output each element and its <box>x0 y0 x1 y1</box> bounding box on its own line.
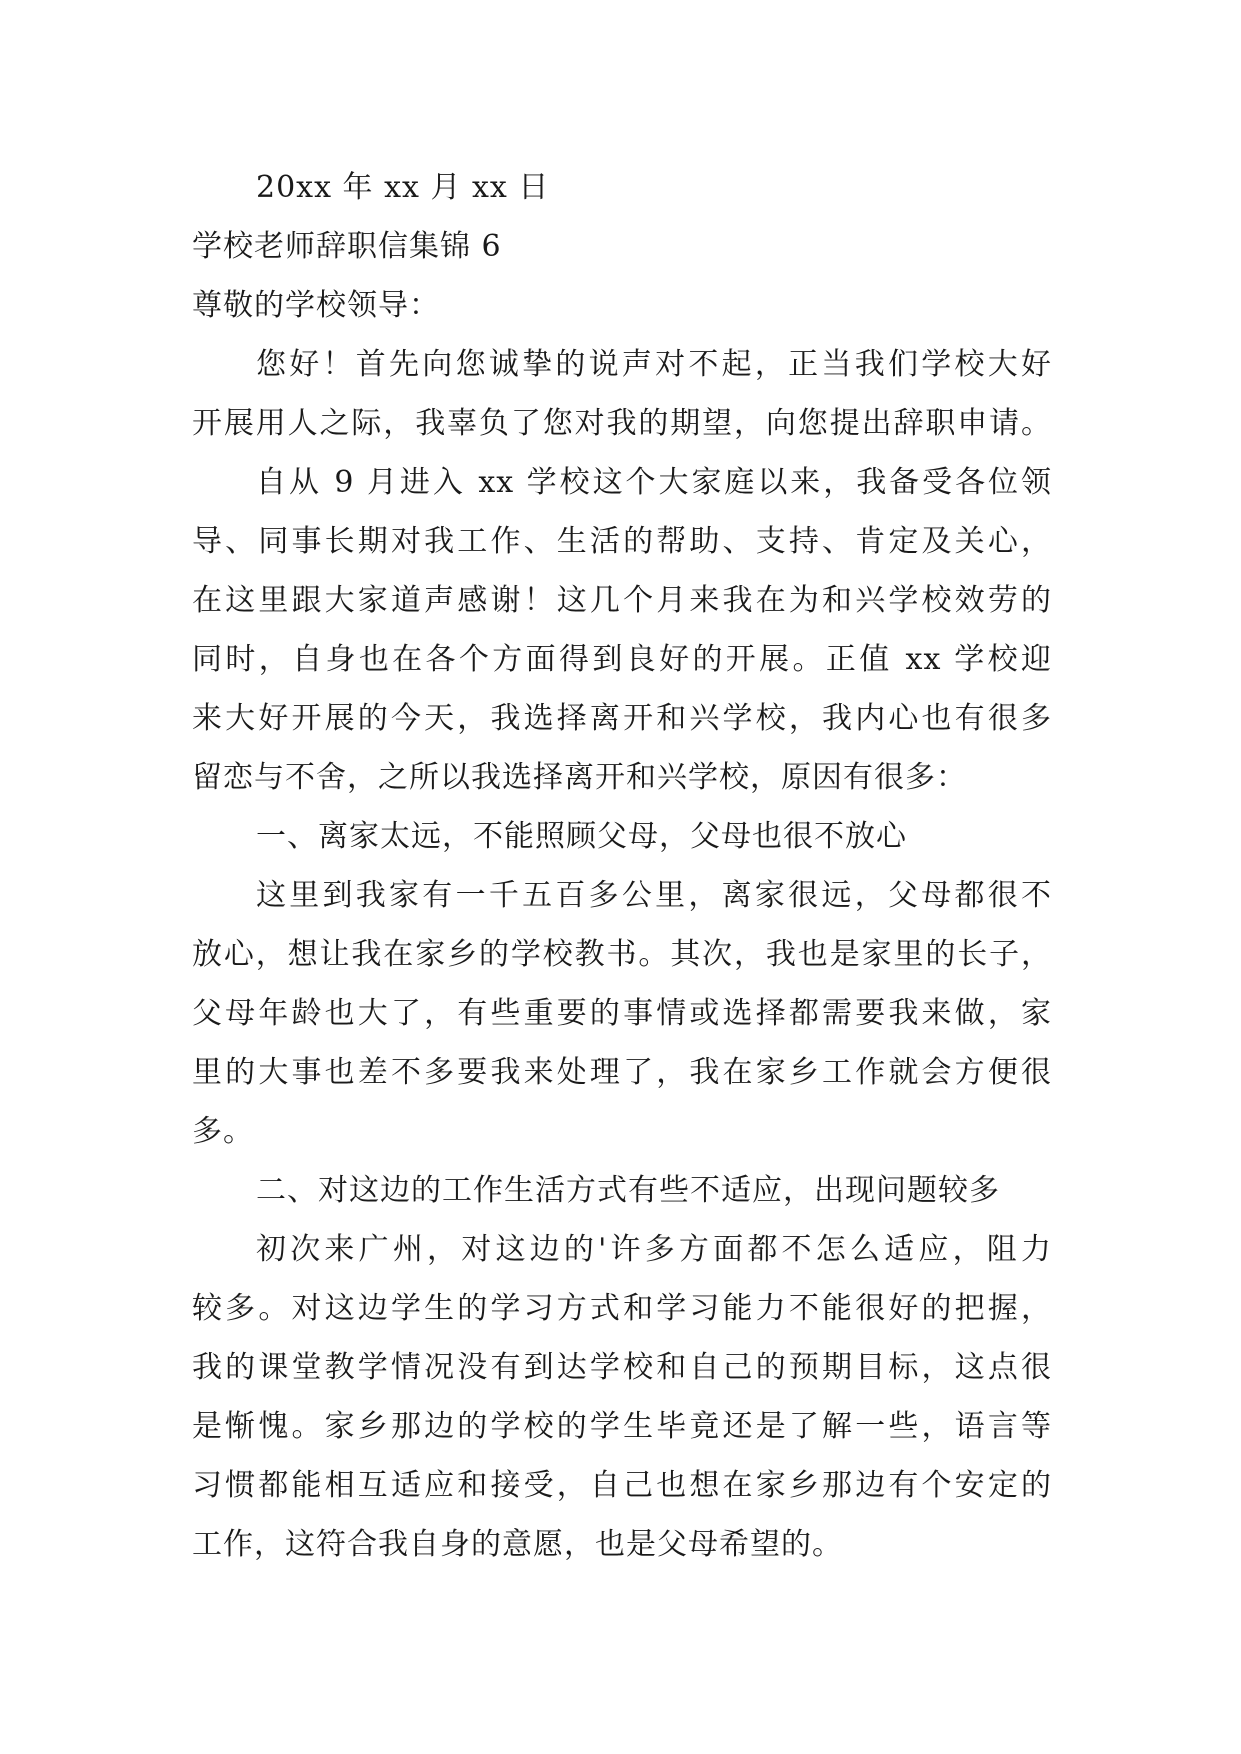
paragraph-line: 工作，这符合我自身的意愿，也是父母希望的。 <box>192 1527 843 1562</box>
paragraph-line: 留恋与不舍，之所以我选择离开和兴学校，原因有很多： <box>192 760 967 795</box>
letter-body <box>192 158 1052 1574</box>
paragraph-line: 初次来广州，对这边的'许多方面都不怎么适应，阻力 <box>256 1232 1052 1267</box>
salutation: 尊敬的学校领导： <box>192 288 440 323</box>
paragraph-line: 里的大事也差不多要我来处理了，我在家乡工作就会方便很 <box>192 1055 1052 1090</box>
paragraph-line: 较多。对这边学生的学习方式和学习能力不能很好的把握， <box>192 1291 1052 1326</box>
section-heading: 二、对这边的工作生活方式有些不适应，出现问题较多 <box>256 1173 1000 1208</box>
paragraph-line: 同时，自身也在各个方面得到良好的开展。正值 xx 学校迎 <box>192 642 1052 677</box>
paragraph-line: 导、同事长期对我工作、生活的帮助、支持、肯定及关心， <box>192 524 1052 559</box>
paragraph-line: 在这里跟大家道声感谢！这几个月来我在为和兴学校效劳的 <box>192 583 1052 618</box>
paragraph-line: 来大好开展的今天，我选择离开和兴学校，我内心也有很多 <box>192 701 1052 736</box>
paragraph-line: 您好！首先向您诚挚的说声对不起，正当我们学校大好 <box>256 347 1052 382</box>
section-heading: 一、离家太远，不能照顾父母，父母也很不放心 <box>256 819 907 854</box>
paragraph-line: 习惯都能相互适应和接受，自己也想在家乡那边有个安定的 <box>192 1468 1052 1503</box>
letter-title: 学校老师辞职信集锦 6 <box>192 229 502 264</box>
paragraph-line: 开展用人之际，我辜负了您对我的期望，向您提出辞职申请。 <box>192 406 1052 441</box>
date-line: 20xx 年 xx 月 xx 日 <box>256 170 550 205</box>
paragraph-line: 放心，想让我在家乡的学校教书。其次，我也是家里的长子， <box>192 937 1052 972</box>
paragraph-line: 自从 9 月进入 xx 学校这个大家庭以来，我备受各位领 <box>256 465 1052 500</box>
paragraph-line: 是惭愧。家乡那边的学校的学生毕竟还是了解一些，语言等 <box>192 1409 1052 1444</box>
paragraph-line: 父母年龄也大了，有些重要的事情或选择都需要我来做，家 <box>192 996 1052 1031</box>
paragraph-line: 这里到我家有一千五百多公里，离家很远，父母都很不 <box>256 878 1052 913</box>
paragraph-line: 我的课堂教学情况没有到达学校和自己的预期目标，这点很 <box>192 1350 1052 1385</box>
paragraph-line: 多。 <box>192 1114 254 1149</box>
